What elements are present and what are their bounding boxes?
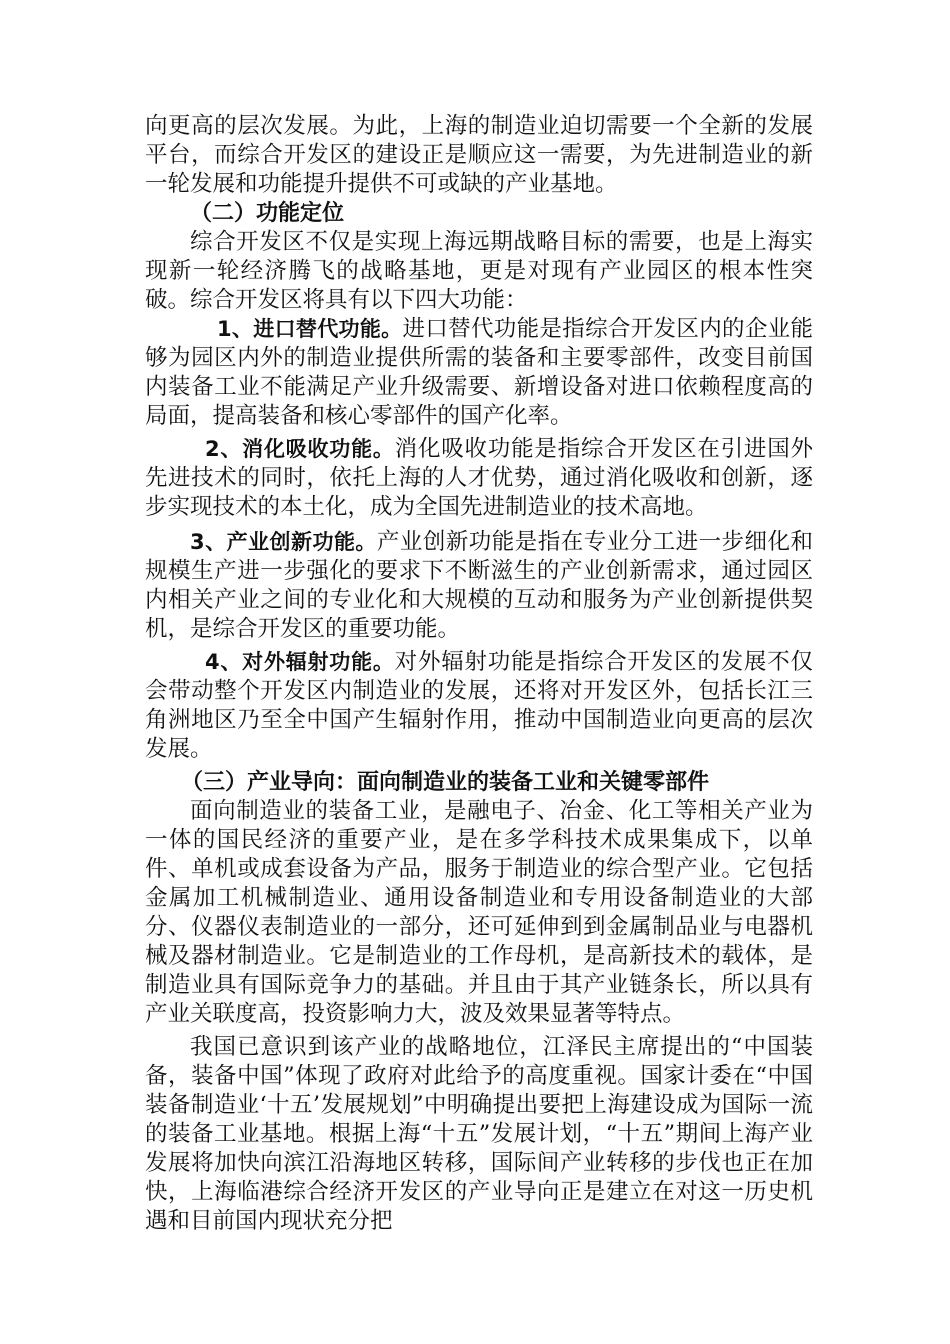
section-heading-function-positioning: （二）功能定位 <box>190 201 345 226</box>
section3-paragraph-2: 我国已意识到该产业的战略地位，江泽民主席提出的“中国装备，装备中国”体现了政府对此给予的高度重视。国家计委在“中国装备制造业‘十五’发展规划”中明确提出要把上海建设成为国际一流的装备工业基地。根据上海“十五”发展计划，“十五”期间上海产业发展将加快向滨江沿海地区转移，国际间产业转移的步伐也正在加快，上海临港综合经济开发区的产业导向正是建立在对这一历史机遇和目前国内现状充分把 <box>145 1034 813 1234</box>
section3-paragraph-1: 面向制造业的装备工业，是融电子、冶金、化工等相关产业为一体的国民经济的重要产业，是在多学科技术成果集成下，以单件、单机或成套设备为产品，服务于制造业的综合型产业。它包括金属加工机械制造业、通用设备制造业和专用设备制造业的大部分、仪器仪表制造业的一部分，还可延伸到到金属制品业与电器机械及器材制造业。它是制造业的工作母机，是高新技术的载体，是制造业具有国际竞争力的基础。并且由于其产业链条长，所以具有产业关联度高，投资影响力大，波及效果显著等特点。 <box>145 798 813 1027</box>
intro-paragraph: 向更高的层次发展。为此，上海的制造业迫切需要一个全新的发展平台，而综合开发区的建设正是顺应这一需要，为先进制造业的新一轮发展和功能提升提供不可或缺的产业基地。 <box>145 113 813 197</box>
item-text: 消化吸收功能是指综合开发区在引进国外先进技术的同时，依托上海的人才优势，通过消化吸收和创新，逐步实现技术的本土化，成为全国先进制造业的技术高地。 <box>145 436 813 520</box>
item-lead: 4、对外辐射功能。 <box>205 650 395 674</box>
item-text: 进口替代功能是指综合开发区内的企业能够为园区内外的制造业提供所需的装备和主要零部件，改变目前国内装备工业不能满足产业升级需要、新增设备对进口依赖程度高的局面，提高装备和核心零部件的国产化率。 <box>145 316 813 429</box>
function-item-industrial-innovation <box>145 528 813 644</box>
item-lead: 1、进口替代功能。 <box>217 317 403 341</box>
item-lead: 3、产业创新功能。 <box>190 530 377 554</box>
item-text: 产业创新功能是指在专业分工进一步细化和规模生产进一步强化的要求下不断滋生的产业创新需求，通过园区内相关产业之间的专业化和大规模的互动和服务为产业创新提供契机，是综合开发区的重要功能。 <box>145 529 813 642</box>
function-item-import-substitution <box>145 315 813 431</box>
item-text: 对外辐射功能是指综合开发区的发展不仅会带动整个开发区内制造业的发展，还将对开发区外，包括长江三角洲地区乃至全中国产生辐射作用，推动中国制造业向更高的层次发展。 <box>145 649 813 762</box>
item-lead: 2、消化吸收功能。 <box>205 437 395 461</box>
section-heading-industry-orientation: （三）产业导向：面向制造业的装备工业和关键零部件 <box>181 770 710 795</box>
section2-paragraph: 综合开发区不仅是实现上海远期战略目标的需要，也是上海实现新一轮经济腾飞的战略基地，更是对现有产业园区的根本性突破。综合开发区将具有以下四大功能： <box>145 229 813 313</box>
function-item-absorption <box>145 435 813 522</box>
function-item-external-radiation <box>145 648 813 764</box>
